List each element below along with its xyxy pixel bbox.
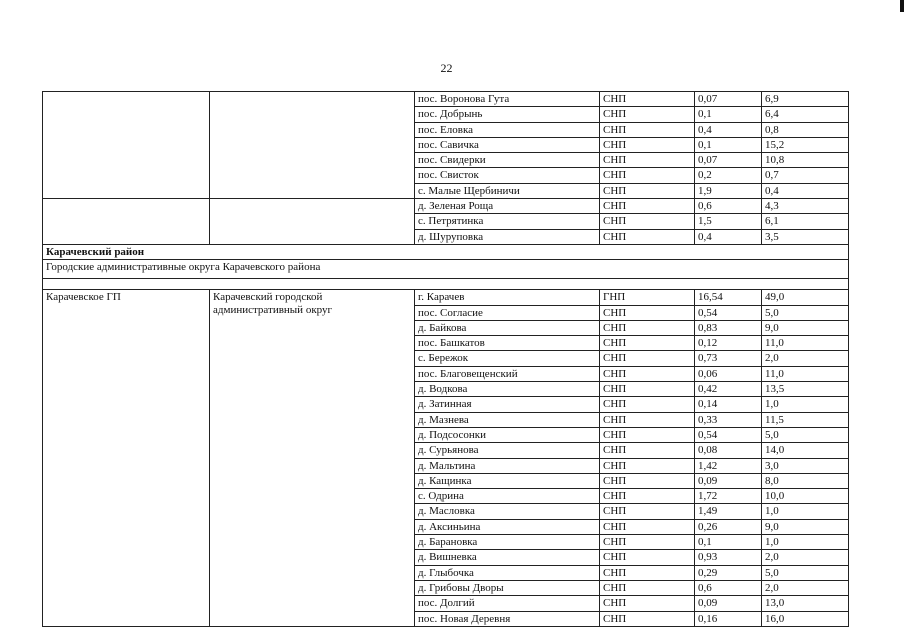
- distance-value-cell: 6,9: [762, 92, 849, 107]
- administrative-district-name: Карачевский городской административный округ: [210, 290, 415, 627]
- distance-value-cell: 49,0: [762, 290, 849, 305]
- empty-settlement-cell: [43, 92, 210, 199]
- settlement-type-cell: СНП: [600, 107, 695, 122]
- settlement-type-cell: СНП: [600, 443, 695, 458]
- settlement-type-cell: СНП: [600, 397, 695, 412]
- settlement-name-cell: с. Бережок: [415, 351, 600, 366]
- distance-value-cell: 2,0: [762, 550, 849, 565]
- distance-value-cell: 0,4: [762, 183, 849, 198]
- settlement-name-cell: д. Грибовы Дворы: [415, 580, 600, 595]
- settlement-type-cell: СНП: [600, 596, 695, 611]
- distance-value-cell: 8,0: [762, 473, 849, 488]
- settlement-name-cell: пос. Свидерки: [415, 153, 600, 168]
- settlement-name-cell: с. Петрятинка: [415, 214, 600, 229]
- area-value-cell: 1,49: [695, 504, 762, 519]
- distance-value-cell: 13,5: [762, 382, 849, 397]
- area-value-cell: 0,08: [695, 443, 762, 458]
- distance-value-cell: 1,0: [762, 504, 849, 519]
- distance-value-cell: 11,5: [762, 412, 849, 427]
- distance-value-cell: 0,8: [762, 122, 849, 137]
- area-value-cell: 0,1: [695, 137, 762, 152]
- settlement-type-cell: СНП: [600, 412, 695, 427]
- settlement-type-cell: СНП: [600, 565, 695, 580]
- settlement-type-cell: СНП: [600, 305, 695, 320]
- settlement-type-cell: СНП: [600, 535, 695, 550]
- settlement-type-cell: СНП: [600, 336, 695, 351]
- settlement-name-cell: пос. Башкатов: [415, 336, 600, 351]
- table-row: [43, 92, 849, 107]
- distance-value-cell: 6,1: [762, 214, 849, 229]
- distance-value-cell: 14,0: [762, 443, 849, 458]
- empty-district-cell: [210, 92, 415, 199]
- settlement-name-cell: д. Байкова: [415, 320, 600, 335]
- settlement-type-cell: СНП: [600, 153, 695, 168]
- settlement-name-cell: д. Масловка: [415, 504, 600, 519]
- settlement-type-cell: СНП: [600, 550, 695, 565]
- distance-value-cell: 9,0: [762, 519, 849, 534]
- spacer-row: [43, 279, 849, 290]
- area-value-cell: 0,09: [695, 596, 762, 611]
- settlement-name-cell: с. Малые Щербиничи: [415, 183, 600, 198]
- area-value-cell: 0,26: [695, 519, 762, 534]
- settlement-name-cell: д. Сурьянова: [415, 443, 600, 458]
- distance-value-cell: 2,0: [762, 351, 849, 366]
- spacer-cell: [43, 279, 849, 290]
- settlement-name-cell: д. Мальтина: [415, 458, 600, 473]
- settlement-type-cell: СНП: [600, 137, 695, 152]
- area-value-cell: 0,16: [695, 611, 762, 626]
- area-value-cell: 0,93: [695, 550, 762, 565]
- settlement-name-cell: пос. Савичка: [415, 137, 600, 152]
- distance-value-cell: 16,0: [762, 611, 849, 626]
- district-header-row: [43, 244, 849, 259]
- settlement-type-cell: СНП: [600, 229, 695, 244]
- distance-value-cell: 2,0: [762, 580, 849, 595]
- settlement-name-cell: д. Глыбочка: [415, 565, 600, 580]
- distance-value-cell: 5,0: [762, 565, 849, 580]
- settlement-group-name: Карачевское ГП: [43, 290, 210, 627]
- area-value-cell: 0,12: [695, 336, 762, 351]
- area-value-cell: 0,09: [695, 473, 762, 488]
- settlement-name-cell: пос. Добрынь: [415, 107, 600, 122]
- distance-value-cell: 3,0: [762, 458, 849, 473]
- settlement-type-cell: СНП: [600, 183, 695, 198]
- distance-value-cell: 10,8: [762, 153, 849, 168]
- settlement-type-cell: СНП: [600, 489, 695, 504]
- empty-settlement-cell: [43, 199, 210, 245]
- settlement-name-cell: д. Зеленая Роща: [415, 199, 600, 214]
- distance-value-cell: 1,0: [762, 397, 849, 412]
- distance-value-cell: 6,4: [762, 107, 849, 122]
- table-row: [43, 199, 849, 214]
- settlement-type-cell: СНП: [600, 122, 695, 137]
- area-value-cell: 0,07: [695, 92, 762, 107]
- settlement-name-cell: г. Карачев: [415, 290, 600, 305]
- distance-value-cell: 3,5: [762, 229, 849, 244]
- empty-district-cell: [210, 199, 415, 245]
- area-value-cell: 0,4: [695, 122, 762, 137]
- area-value-cell: 0,1: [695, 535, 762, 550]
- distance-value-cell: 11,0: [762, 336, 849, 351]
- settlement-type-cell: СНП: [600, 168, 695, 183]
- settlement-name-cell: д. Барановка: [415, 535, 600, 550]
- area-value-cell: 0,4: [695, 229, 762, 244]
- area-value-cell: 0,07: [695, 153, 762, 168]
- distance-value-cell: 10,0: [762, 489, 849, 504]
- settlement-type-cell: СНП: [600, 351, 695, 366]
- settlement-type-cell: СНП: [600, 611, 695, 626]
- settlement-name-cell: пос. Свисток: [415, 168, 600, 183]
- distance-value-cell: 0,7: [762, 168, 849, 183]
- district-title: Карачевский район: [43, 244, 849, 259]
- settlements-table-body: [43, 92, 849, 627]
- settlement-type-cell: СНП: [600, 92, 695, 107]
- settlement-name-cell: д. Шуруповка: [415, 229, 600, 244]
- settlement-name-cell: д. Кащинка: [415, 473, 600, 488]
- area-value-cell: 0,14: [695, 397, 762, 412]
- settlement-type-cell: СНП: [600, 199, 695, 214]
- area-value-cell: 0,42: [695, 382, 762, 397]
- settlement-name-cell: д. Мазнева: [415, 412, 600, 427]
- settlement-type-cell: СНП: [600, 382, 695, 397]
- settlement-name-cell: д. Затинная: [415, 397, 600, 412]
- area-value-cell: 0,73: [695, 351, 762, 366]
- area-value-cell: 1,5: [695, 214, 762, 229]
- settlement-name-cell: пос. Воронова Гута: [415, 92, 600, 107]
- distance-value-cell: 5,0: [762, 305, 849, 320]
- settlement-name-cell: пос. Новая Деревня: [415, 611, 600, 626]
- settlement-type-cell: СНП: [600, 214, 695, 229]
- area-value-cell: 0,33: [695, 412, 762, 427]
- table-row: [43, 290, 849, 305]
- area-value-cell: 1,9: [695, 183, 762, 198]
- area-value-cell: 1,72: [695, 489, 762, 504]
- settlement-type-cell: СНП: [600, 320, 695, 335]
- area-value-cell: 0,1: [695, 107, 762, 122]
- area-value-cell: 16,54: [695, 290, 762, 305]
- settlement-type-cell: СНП: [600, 580, 695, 595]
- distance-value-cell: 13,0: [762, 596, 849, 611]
- settlement-type-cell: СНП: [600, 458, 695, 473]
- settlements-table: [42, 91, 849, 627]
- settlement-name-cell: д. Подсосонки: [415, 427, 600, 442]
- settlement-type-cell: СНП: [600, 519, 695, 534]
- area-value-cell: 1,42: [695, 458, 762, 473]
- distance-value-cell: 4,3: [762, 199, 849, 214]
- settlement-name-cell: пос. Еловка: [415, 122, 600, 137]
- district-subtitle: Городские административные округа Карачевского района: [43, 260, 849, 279]
- area-value-cell: 0,2: [695, 168, 762, 183]
- settlement-type-cell: СНП: [600, 473, 695, 488]
- settlement-type-cell: СНП: [600, 504, 695, 519]
- area-value-cell: 0,6: [695, 199, 762, 214]
- settlement-name-cell: д. Вишневка: [415, 550, 600, 565]
- settlement-name-cell: пос. Согласие: [415, 305, 600, 320]
- settlement-name-cell: д. Водкова: [415, 382, 600, 397]
- area-value-cell: 0,6: [695, 580, 762, 595]
- settlement-name-cell: с. Одрина: [415, 489, 600, 504]
- distance-value-cell: 9,0: [762, 320, 849, 335]
- distance-value-cell: 15,2: [762, 137, 849, 152]
- settlement-type-cell: СНП: [600, 366, 695, 381]
- district-subtitle-row: [43, 260, 849, 279]
- area-value-cell: 0,83: [695, 320, 762, 335]
- settlement-type-cell: ГНП: [600, 290, 695, 305]
- distance-value-cell: 1,0: [762, 535, 849, 550]
- settlement-type-cell: СНП: [600, 427, 695, 442]
- area-value-cell: 0,06: [695, 366, 762, 381]
- area-value-cell: 0,54: [695, 427, 762, 442]
- settlement-name-cell: пос. Благовещенский: [415, 366, 600, 381]
- distance-value-cell: 11,0: [762, 366, 849, 381]
- settlement-name-cell: пос. Долгий: [415, 596, 600, 611]
- area-value-cell: 0,29: [695, 565, 762, 580]
- scan-edge-mark: [900, 0, 904, 12]
- area-value-cell: 0,54: [695, 305, 762, 320]
- settlement-name-cell: д. Аксиньина: [415, 519, 600, 534]
- distance-value-cell: 5,0: [762, 427, 849, 442]
- page-number: 22: [440, 61, 453, 75]
